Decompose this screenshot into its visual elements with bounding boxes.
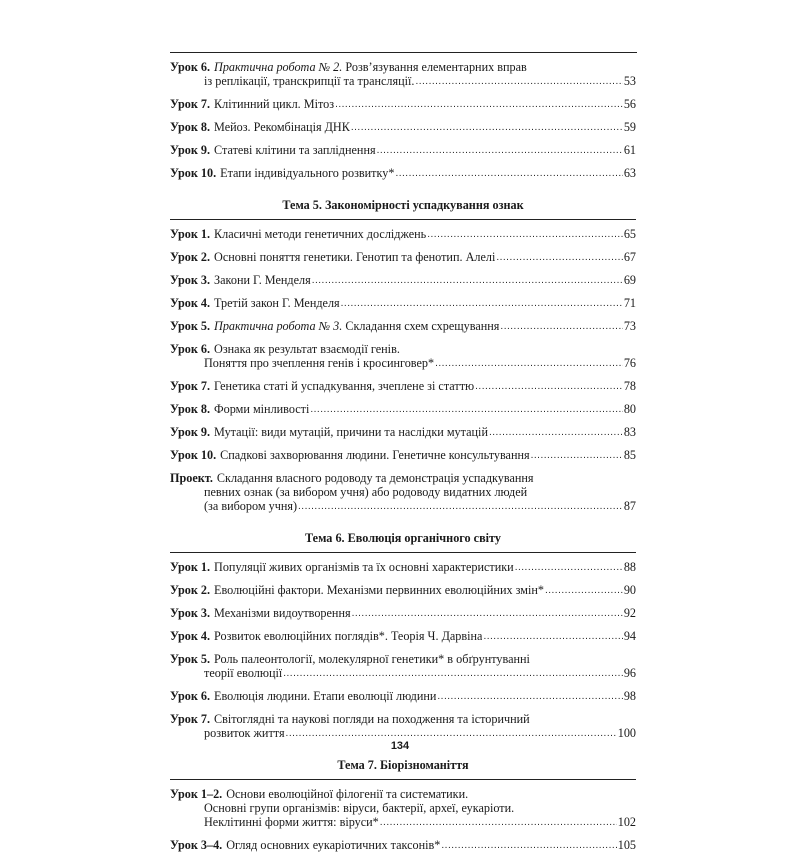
lesson-title: Огляд основних еукаріотичних таксонів* — [226, 838, 441, 852]
toc-entry-text — [170, 296, 340, 310]
dot-leader — [377, 144, 623, 157]
lesson-title: Мейоз. Рекомбінація ДНК — [214, 120, 350, 134]
lesson-title: Основні поняття генетики. Генотип та фенотип. Алелі — [214, 250, 496, 264]
page-ref: 83 — [623, 425, 636, 439]
top-rule — [170, 52, 637, 53]
toc-entry-last-line — [170, 319, 636, 333]
lesson-label: Урок 8. — [170, 402, 211, 416]
table-of-contents — [170, 60, 636, 852]
dot-leader — [531, 449, 623, 462]
page-number: 134 — [390, 740, 410, 752]
lesson-title: Розв’язування елементарних вправ — [342, 60, 527, 74]
dot-leader — [515, 561, 623, 574]
lesson-title: Неклітинні форми життя: віруси* — [204, 815, 379, 829]
lesson-label: Урок 7. — [170, 712, 211, 726]
lesson-title: Етапи індивідуального розвитку* — [220, 166, 395, 180]
toc-entry — [170, 425, 636, 439]
page-ref: 78 — [623, 379, 636, 393]
practical-work-label: Практична робота № 2. — [214, 60, 343, 74]
toc-entry — [170, 629, 636, 643]
theme-7-heading: Тема 7. Біорізноманіття — [337, 758, 469, 772]
toc-entry-last-line — [170, 448, 636, 462]
dot-leader — [352, 607, 623, 620]
lesson-title: Популяції живих організмів та їх основні характеристики — [214, 560, 514, 574]
dot-leader — [341, 297, 623, 310]
dot-leader — [395, 167, 622, 180]
toc-entry-text — [170, 60, 527, 74]
page-ref: 98 — [623, 689, 636, 703]
lesson-label: Урок 3–4. — [170, 838, 223, 852]
toc-entry — [170, 560, 636, 574]
dot-leader — [489, 426, 623, 439]
lesson-label: Урок 7. — [170, 379, 211, 393]
toc-entry — [170, 319, 636, 333]
toc-entry — [170, 448, 636, 462]
lesson-group-theme-4-end — [170, 60, 636, 180]
toc-entry-last-line — [170, 425, 636, 439]
lesson-label: Урок 6. — [170, 689, 211, 703]
toc-entry-line — [170, 787, 636, 801]
toc-entry-last-line — [170, 227, 636, 241]
page-ref: 63 — [623, 166, 636, 180]
dot-leader — [475, 380, 623, 393]
toc-entry-last-line — [170, 74, 636, 88]
page-ref: 76 — [623, 356, 636, 370]
lesson-label: Урок 2. — [170, 583, 211, 597]
dot-leader — [351, 121, 623, 134]
toc-entry — [170, 60, 636, 88]
lesson-label: Урок 7. — [170, 97, 211, 111]
toc-entry-text — [170, 379, 474, 393]
page-ref: 67 — [623, 250, 636, 264]
toc-entry-text — [170, 652, 530, 666]
toc-entry-text — [170, 471, 534, 485]
lesson-label: Урок 4. — [170, 629, 211, 643]
toc-entry-text — [204, 666, 282, 680]
lesson-title: Генетика статі й успадкування, зчеплене зі статтю — [214, 379, 475, 393]
theme-6-heading: Тема 6. Еволюція органічного світу — [305, 531, 501, 545]
lesson-title: Спадкові захворювання людини. Генетичне консультування — [220, 448, 530, 462]
toc-entry-last-line — [170, 838, 636, 852]
lesson-title: Механізми видоутворення — [214, 606, 351, 620]
toc-entry-text — [170, 712, 530, 726]
lesson-title: Закони Г. Менделя — [214, 273, 311, 287]
toc-entry-text — [170, 560, 514, 574]
page-ref: 94 — [623, 629, 636, 643]
toc-entry — [170, 652, 636, 680]
toc-entry-last-line — [170, 499, 636, 513]
dot-leader — [500, 320, 622, 333]
lesson-title: Мутації: види мутацій, причини та наслідки мутацій — [214, 425, 488, 439]
dot-leader — [286, 727, 617, 740]
toc-entry — [170, 838, 636, 852]
lesson-title: певних ознак (за вибором учня) або родоводу видатних людей — [204, 485, 528, 499]
page-ref: 105 — [617, 838, 636, 852]
page-ref: 65 — [623, 227, 636, 241]
page-ref: 61 — [623, 143, 636, 157]
toc-entry-last-line — [170, 97, 636, 111]
toc-entry-text — [204, 499, 297, 513]
lesson-label: Урок 10. — [170, 448, 217, 462]
theme-7-rule — [170, 779, 636, 780]
lesson-label: Урок 9. — [170, 143, 211, 157]
dot-leader — [335, 98, 623, 111]
dot-leader — [415, 75, 622, 88]
toc-entry-last-line — [170, 379, 636, 393]
toc-entry-last-line — [170, 120, 636, 134]
lesson-title: Основні групи організмів: віруси, бактерії, археї, еукаріоти. — [204, 801, 515, 815]
lesson-title: Класичні методи генетичних досліджень — [214, 227, 427, 241]
page-ref: 85 — [623, 448, 636, 462]
toc-entry-text — [204, 485, 527, 499]
page-ref: 71 — [623, 296, 636, 310]
lesson-title: теорії еволюції — [204, 666, 283, 680]
page-ref: 80 — [623, 402, 636, 416]
theme-5-heading: Тема 5. Закономірності успадкування ознак — [282, 198, 524, 212]
toc-entry-last-line — [170, 250, 636, 264]
lesson-title: Розвиток еволюційних поглядів*. Теорія Ч. Дарвіна — [214, 629, 483, 643]
toc-entry-text — [170, 689, 436, 703]
dot-leader — [437, 690, 622, 703]
toc-entry-text — [170, 166, 394, 180]
toc-entry-text — [204, 815, 379, 829]
toc-entry-text — [170, 227, 426, 241]
lesson-label: Урок 1. — [170, 560, 211, 574]
lesson-title: Статеві клітини та запліднення — [214, 143, 376, 157]
lesson-title: Основи еволюційної філогенії та систематики. — [226, 787, 469, 801]
toc-entry — [170, 689, 636, 703]
toc-entry — [170, 342, 636, 370]
lesson-label: Урок 3. — [170, 273, 211, 287]
toc-entry — [170, 227, 636, 241]
toc-entry — [170, 379, 636, 393]
lesson-title: Форми мінливості — [214, 402, 310, 416]
toc-entry-last-line — [170, 726, 636, 740]
toc-entry-last-line — [170, 583, 636, 597]
toc-entry-line — [170, 60, 636, 74]
toc-entry-text — [170, 319, 499, 333]
toc-entry-last-line — [170, 606, 636, 620]
toc-entry — [170, 471, 636, 513]
toc-entry-text — [170, 787, 468, 801]
page-ref: 88 — [623, 560, 636, 574]
dot-leader — [283, 667, 623, 680]
toc-entry-text — [170, 250, 495, 264]
page-ref: 56 — [623, 97, 636, 111]
toc-entry-line — [170, 342, 636, 356]
toc-entry-text — [170, 120, 350, 134]
page-ref: 69 — [623, 273, 636, 287]
lesson-label: Урок 6. — [170, 342, 211, 356]
toc-entry-line — [170, 471, 636, 485]
toc-entry-text — [204, 801, 514, 815]
lesson-label: Урок 1–2. — [170, 787, 223, 801]
toc-entry-last-line — [170, 273, 636, 287]
toc-entry-text — [170, 342, 400, 356]
toc-entry-text — [170, 606, 351, 620]
page-ref: 92 — [623, 606, 636, 620]
lesson-title: Еволюція людини. Етапи еволюції людини — [214, 689, 437, 703]
lesson-title: Складання власного родоводу та демонстрація успадкування — [216, 471, 534, 485]
toc-entry-text — [170, 143, 376, 157]
toc-entry — [170, 143, 636, 157]
toc-entry-text — [170, 838, 440, 852]
lesson-title: Світоглядні та наукові погляди на походження та історичний — [214, 712, 530, 726]
toc-entry-last-line — [170, 143, 636, 157]
dot-leader — [380, 816, 617, 829]
toc-entry — [170, 712, 636, 740]
page-ref: 59 — [623, 120, 636, 134]
toc-entry-last-line — [170, 402, 636, 416]
toc-entry-last-line — [170, 166, 636, 180]
toc-entry-line — [170, 652, 636, 666]
toc-entry-text — [170, 402, 309, 416]
toc-entry — [170, 296, 636, 310]
lesson-label: Урок 1. — [170, 227, 211, 241]
toc-entry-last-line — [170, 629, 636, 643]
lesson-title: Третій закон Г. Менделя — [214, 296, 340, 310]
toc-entry — [170, 606, 636, 620]
dot-leader — [496, 251, 622, 264]
lesson-label: Урок 3. — [170, 606, 211, 620]
dot-leader — [545, 584, 623, 597]
lesson-label: Урок 6. — [170, 60, 211, 74]
toc-entry-text — [204, 726, 285, 740]
toc-entry-last-line — [170, 815, 636, 829]
lesson-title: Ознака як результат взаємодії генів. — [214, 342, 400, 356]
toc-entry — [170, 402, 636, 416]
toc-entry-text — [170, 273, 311, 287]
toc-entry — [170, 97, 636, 111]
toc-entry — [170, 120, 636, 134]
lesson-title: Клітинний цикл. Мітоз — [214, 97, 335, 111]
toc-entry-text — [204, 74, 414, 88]
lesson-label: Урок 10. — [170, 166, 217, 180]
practical-work-label: Практична робота № 3. — [214, 319, 343, 333]
toc-entry-last-line — [170, 296, 636, 310]
page-ref: 53 — [623, 74, 636, 88]
page-ref: 96 — [623, 666, 636, 680]
toc-entry-last-line — [170, 356, 636, 370]
toc-entry-line — [170, 712, 636, 726]
dot-leader — [310, 403, 622, 416]
lesson-title: Роль палеонтології, молекулярної генетики* в обґрунтуванні — [214, 652, 530, 666]
lesson-label: Урок 2. — [170, 250, 211, 264]
page-ref: 90 — [623, 583, 636, 597]
dot-leader — [312, 274, 623, 287]
toc-entry-text — [170, 97, 334, 111]
toc-entry-last-line — [170, 689, 636, 703]
lesson-title: Еволюційні фактори. Механізми первинних еволюційних змін* — [214, 583, 544, 597]
lesson-group-theme-7 — [170, 787, 636, 852]
lesson-title: із реплікації, транскрипції та трансляції. — [204, 74, 415, 88]
lesson-title: Складання схем схрещування — [342, 319, 500, 333]
lesson-group-theme-6 — [170, 560, 636, 740]
dot-leader — [427, 228, 623, 241]
toc-entry-text — [170, 448, 530, 462]
lesson-title: (за вибором учня) — [204, 499, 298, 513]
toc-entry-last-line — [170, 560, 636, 574]
toc-entry-last-line — [170, 666, 636, 680]
toc-entry — [170, 273, 636, 287]
page-ref: 73 — [623, 319, 636, 333]
toc-entry — [170, 166, 636, 180]
toc-entry-line — [170, 485, 636, 499]
lesson-group-theme-5 — [170, 227, 636, 513]
lesson-title: розвиток життя — [204, 726, 285, 740]
lesson-label: Проект. — [170, 471, 213, 485]
toc-entry-text — [204, 356, 434, 370]
toc-entry-text — [170, 629, 482, 643]
page-ref: 100 — [617, 726, 636, 740]
lesson-label: Урок 5. — [170, 319, 211, 333]
dot-leader — [435, 357, 623, 370]
lesson-label: Урок 5. — [170, 652, 211, 666]
dot-leader — [298, 500, 623, 513]
theme-6-rule — [170, 552, 636, 553]
lesson-title: Поняття про зчеплення генів і кросинговер* — [204, 356, 435, 370]
page-ref: 87 — [623, 499, 636, 513]
toc-entry-text — [170, 425, 488, 439]
lesson-label: Урок 9. — [170, 425, 211, 439]
toc-entry — [170, 787, 636, 829]
theme-5-rule — [170, 219, 636, 220]
dot-leader — [441, 839, 616, 852]
lesson-label: Урок 4. — [170, 296, 211, 310]
dot-leader — [483, 630, 622, 643]
toc-entry — [170, 250, 636, 264]
toc-entry-line — [170, 801, 636, 815]
toc-entry-text — [170, 583, 544, 597]
toc-entry — [170, 583, 636, 597]
page-ref: 102 — [617, 815, 636, 829]
lesson-label: Урок 8. — [170, 120, 211, 134]
